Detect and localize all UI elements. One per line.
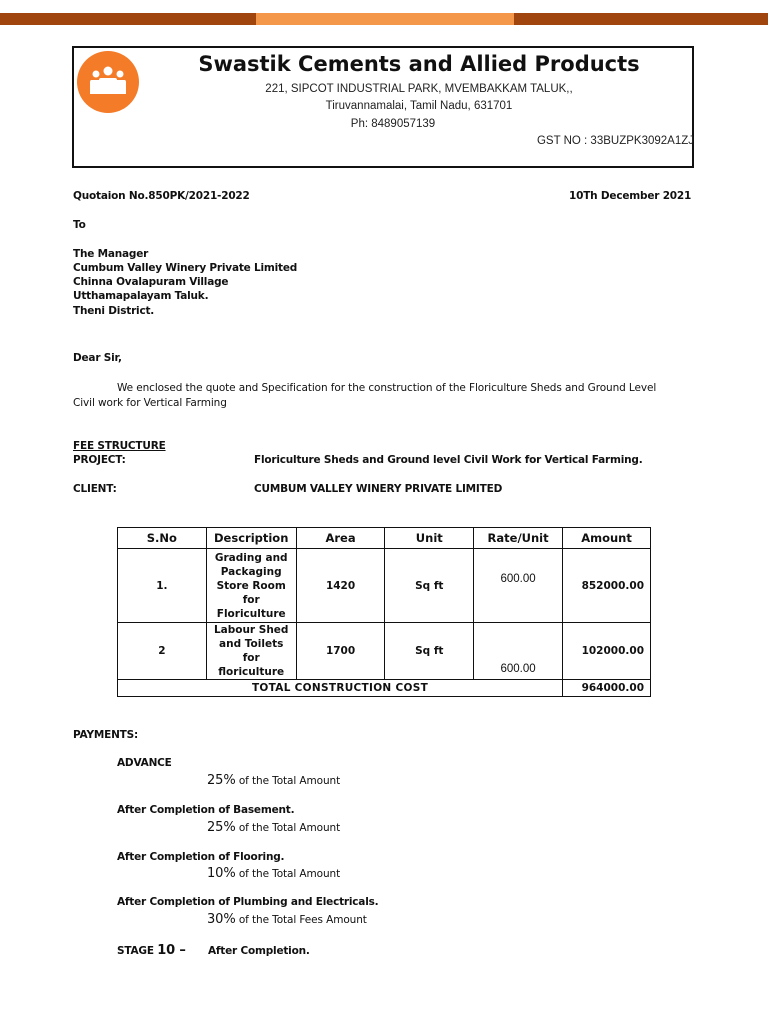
address-line-2: Tiruvannamalai, Tamil Nadu, 631701 (325, 100, 513, 112)
payment-percent: 25% (207, 820, 236, 835)
fee-structure-heading: FEE STRUCTURE (73, 440, 166, 452)
table-row (118, 549, 651, 623)
top-bar-segment-light (256, 13, 514, 25)
total-label: TOTAL CONSTRUCTION COST (118, 680, 563, 697)
payment-stage-label: After Completion of Basement. (117, 804, 295, 816)
description-line: Store Room (216, 579, 286, 592)
quotation-date: 10Th December 2021 (569, 190, 692, 202)
cell-sno: 1. (118, 549, 207, 623)
project-value: Floriculture Sheds and Ground level Civil Work for Vertical Farming. (254, 454, 643, 466)
payment-percent: 25% (207, 773, 236, 788)
column-header: Rate/Unit (474, 528, 563, 549)
payment-percent: 10% (207, 866, 236, 881)
payment-percent: 30% (207, 912, 236, 927)
payment-stage-label: ADVANCE (117, 757, 172, 769)
recipient-line: Utthamapalayam Taluk. (73, 290, 209, 302)
address-line-1: 221, SIPCOT INDUSTRIAL PARK, MVEMBAKKAM TALUK,, (265, 83, 573, 95)
description-line: Labour Shed (213, 624, 289, 636)
payment-stage-terms (207, 820, 340, 835)
table-total-row (118, 680, 651, 697)
total-amount: 964000.00 (563, 680, 651, 697)
column-header: Description (206, 528, 296, 549)
client-label: CLIENT: (73, 483, 117, 495)
gst-number: GST NO : 33BUZPK3092A1ZJ (536, 135, 694, 147)
payment-text: of the Total Amount (235, 868, 341, 880)
recipient-line: Theni District. (73, 305, 155, 317)
fee-table (117, 527, 651, 697)
column-header: S.No (118, 528, 207, 549)
recipient-line: Cumbum Valley Winery Private Limited (73, 262, 298, 274)
cell-unit: Sq ft (385, 623, 474, 680)
description-line: and Toilets for (219, 638, 284, 664)
client-value: CUMBUM VALLEY WINERY PRIVATE LIMITED (254, 483, 503, 495)
cell-amount: 852000.00 (563, 549, 651, 623)
letterhead-box (72, 46, 694, 168)
description-line: Grading and (214, 551, 288, 564)
payment-stage-terms (207, 773, 340, 788)
cell-rate: 600.00 (474, 549, 563, 623)
stage-word: STAGE (117, 945, 158, 957)
table-row (118, 623, 651, 680)
final-stage-label (117, 943, 186, 958)
payments-heading: PAYMENTS: (73, 729, 138, 741)
recipient-line: Chinna Ovalapuram Village (73, 276, 229, 288)
stage-number: 10 – (157, 943, 186, 958)
payment-text: of the Total Amount (235, 822, 341, 834)
table-header-row (118, 528, 651, 549)
final-stage-text: After Completion. (208, 945, 310, 957)
salutation: Dear Sir, (73, 352, 122, 364)
cell-area: 1420 (296, 549, 385, 623)
column-header: Amount (563, 528, 651, 549)
cell-rate: 600.00 (474, 623, 563, 680)
cell-description (206, 623, 296, 680)
description-line: Floriculture (216, 607, 286, 620)
phone-number: Ph: 8489057139 (350, 118, 436, 130)
payment-stage-terms (207, 866, 340, 881)
top-bar-segment-dark (0, 13, 256, 25)
body-text: Civil work for Vertical Farming (73, 397, 227, 409)
payment-stage-label: After Completion of Plumbing and Electricals. (117, 896, 379, 908)
project-label: PROJECT: (73, 454, 126, 466)
payment-stage-terms (207, 912, 367, 927)
body-text: We enclosed the quote and Specification for the construction of the Floriculture Sheds and Ground Level (117, 382, 657, 394)
cell-area: 1700 (296, 623, 385, 680)
payment-text: of the Total Fees Amount (235, 914, 367, 926)
column-header: Area (296, 528, 385, 549)
column-header: Unit (385, 528, 474, 549)
cell-description (206, 549, 296, 623)
cell-amount: 102000.00 (563, 623, 651, 680)
description-line: floriculture (218, 666, 285, 678)
quotation-number: Quotaion No.850PK/2021-2022 (73, 190, 250, 202)
top-color-bar (0, 13, 768, 25)
recipient-line: The Manager (73, 248, 149, 260)
to-label: To (73, 219, 86, 231)
company-name: Swastik Cements and Allied Products (198, 52, 640, 76)
cell-unit: Sq ft (385, 549, 474, 623)
description-line: Packaging (220, 565, 282, 578)
top-bar-segment-dark (514, 13, 768, 25)
payment-text: of the Total Amount (235, 775, 341, 787)
description-line: for (242, 593, 260, 606)
cell-sno: 2 (118, 623, 207, 680)
payment-stage-label: After Completion of Flooring. (117, 851, 285, 863)
